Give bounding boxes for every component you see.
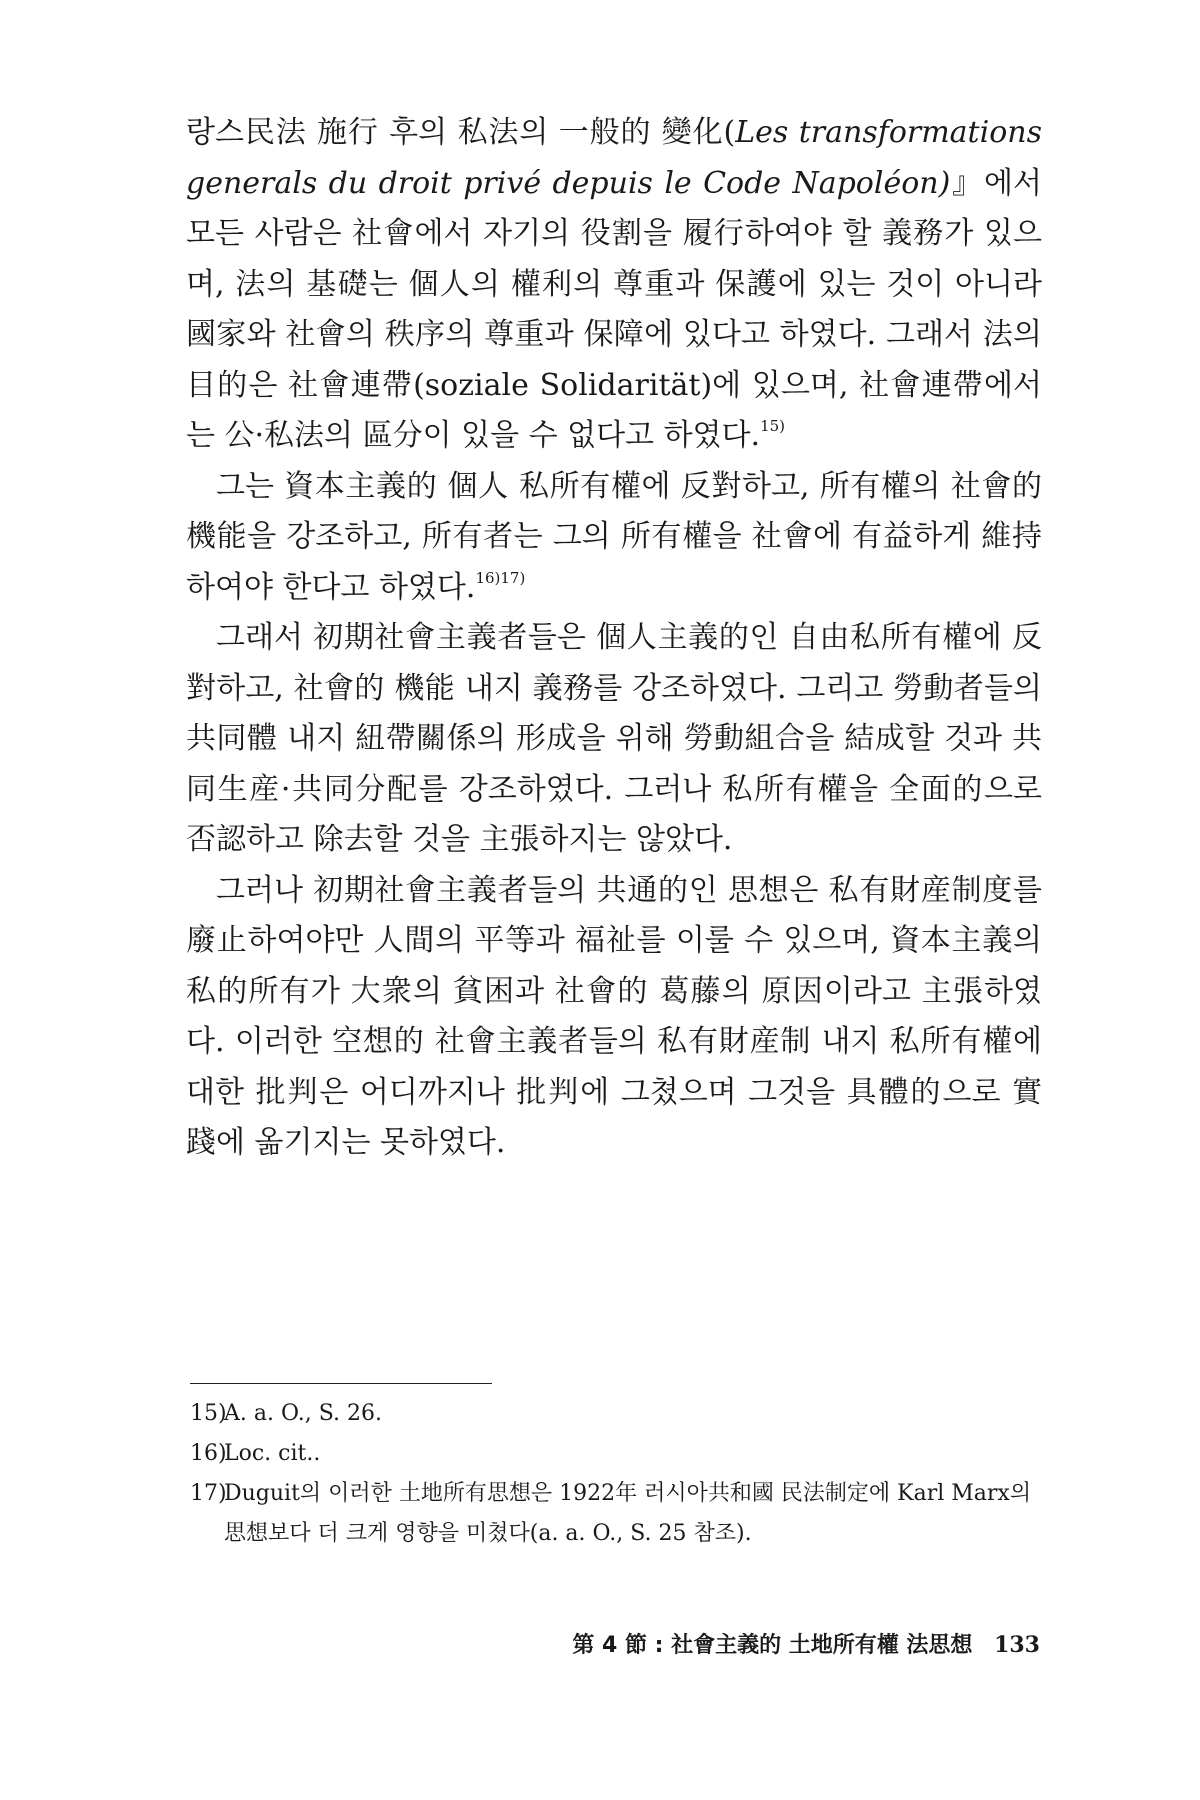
footnote-number: 16) — [190, 1441, 227, 1466]
footnote-number: 15) — [190, 1401, 227, 1426]
paragraph-1-text: 랑스民法 施行 후의 私法의 一般的 變化( — [186, 115, 736, 150]
footnote-text: Loc. cit.. — [224, 1441, 321, 1466]
main-text — [186, 108, 1042, 1169]
section-title: 第 4 節 : 社會主義的 土地所有權 法思想 — [572, 1633, 973, 1658]
footnote-16 — [190, 1434, 1040, 1474]
footnote-divider — [190, 1383, 492, 1384]
paragraph-3 — [186, 613, 1042, 866]
running-footer — [540, 1628, 1040, 1659]
footnote-number: 17) — [190, 1481, 227, 1506]
footnotes — [190, 1394, 1040, 1554]
footnote-text: A. a. O., S. 26. — [224, 1401, 382, 1426]
paragraph-2-text: 그는 資本主義的 個人 私所有權에 反對하고, 所有權의 社會的 機能을 강조하고, 所有者는 그의 所有權을 社會에 有益하게 維持하여야 한다고 하였다. — [186, 468, 1042, 605]
footnote-text: Duguit의 이러한 土地所有思想은 1922年 러시아共和國 民法制定에 Karl Marx의 思想보다 더 크게 영향을 미쳤다(a. a. O., S. 25 참조). — [224, 1481, 1032, 1546]
paragraph-1 — [186, 108, 1042, 462]
footnote-17 — [190, 1474, 1040, 1554]
page-number: 133 — [994, 1632, 1040, 1658]
paragraph-2 — [186, 462, 1042, 614]
paragraph-4-text: 그러나 初期社會主義者들의 共通的인 思想은 私有財産制度를 廢止하여야만 人間의 平等과 福祉를 이룰 수 있으며, 資本主義의 私的所有가 大衆의 貧困과 社會的 葛藤의 原因이라고 主張하였다. 이러한 空想的 社會主義者들의 私有財産制 내지 私所有權에 대한 批判은 어디까지나 批判에 그쳤으며 그것을 具體的으로 實踐에 옮기지는 못하였다. — [186, 872, 1042, 1160]
paragraph-4 — [186, 866, 1042, 1169]
footnote-ref-16-17: 16)17) — [475, 568, 526, 587]
paragraph-1-text-cont: 』에서 모든 사람은 社會에서 자기의 役割을 履行하여야 할 義務가 있으며, 法의 基礎는 個人의 權利의 尊重과 保護에 있는 것이 아니라 國家와 社會의 秩序의 尊重과 保障에 있다고 하였다. 그래서 法의 目的은 社會連帶(soziale Solidarität)에 있으며, 社會連帶에서는 公·私法의 區分이 있을 수 없다고 하였다. — [186, 165, 1042, 453]
footnote-15 — [190, 1394, 1040, 1434]
footnote-ref-15: 15) — [760, 417, 786, 435]
paragraph-3-text: 그래서 初期社會主義者들은 個人主義的인 自由私所有權에 反對하고, 社會的 機能 내지 義務를 강조하였다. 그리고 勞動者들의 共同體 내지 紐帶關係의 形成을 위해 勞動組合을 結成할 것과 共同生産·共同分配를 강조하였다. 그러나 私所有權을 全面的으로 否認하고 除去할 것을 主張하지는 않았다. — [186, 620, 1042, 857]
paragraph-1-italic-title: Les transformations generals du droit privé depuis le Code Napoléon) — [186, 115, 1042, 201]
